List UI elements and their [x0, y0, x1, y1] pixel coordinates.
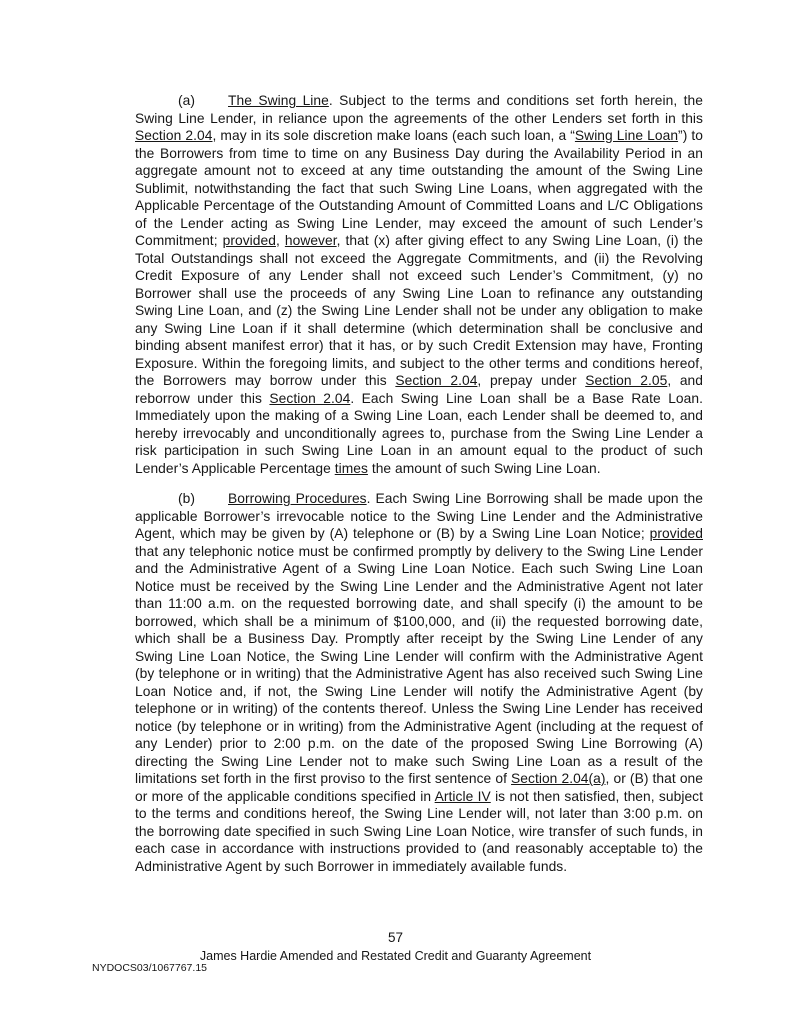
text-run: , may in its sole discretion make loans (each such loan, a “	[212, 128, 575, 143]
underlined-term: however	[284, 233, 337, 248]
paragraph-label: (a)	[178, 93, 196, 108]
page-number: 57	[387, 930, 404, 945]
document-body	[135, 92, 703, 875]
document-control-number: NYDOCS03/1067767.15	[92, 962, 207, 974]
underlined-term: Section 2.04(a)	[511, 771, 606, 786]
underlined-term: Section 2.04	[269, 390, 351, 406]
footer-document-title: James Hardie Amended and Restated Credit and Guaranty Agreement	[199, 949, 592, 963]
text-run: ,	[275, 233, 285, 248]
text-run: . Subject to the terms and conditions set forth herein, the Swing Line Lender, in reliance upon the agreements of the other Lenders set forth in this	[135, 93, 703, 126]
text-run: ”) to the Borrowers from time to time on any Business Day during the Availability Period in an aggregate amount not to exceed at any time outstanding the amount of the Swing Line Sublimit, notwithstanding the fact that such Swing Line Loans, when aggregated with the Applicable Percentage of the Outstanding Amount of Committed Loans and L/C Obligations of the Lender acting as Swing Line Lender, may exceed the amount of such Lender’s Commitment;	[135, 128, 703, 248]
text-run: the amount of such Swing Line Loan.	[367, 460, 601, 476]
underlined-term: The Swing Line	[228, 93, 329, 108]
underlined-term: provided	[222, 233, 276, 248]
paragraph	[135, 92, 703, 477]
text-run: . Each Swing Line Borrowing shall be made upon the applicable Borrower’s irrevocable notice to the Swing Line Lender and the Administrative Agent, which may be given by (A) telephone or (B) by a Swing Line Loan Notice;	[135, 491, 703, 541]
text-run: that any telephonic notice must be confirmed promptly by delivery to the Swing Line Lender and the Administrative Agent of a Swing Line Loan Notice. Each such Swing Line Loan Notice must be received by the Swing Line Lender and the Administrative Agent not later than 11:00 a.m. on the requested borrowing date, and shall specify (i) the amount to be borrowed, which shall be a minimum of $100,000, and (ii) the requested borrowing date, which shall be a Business Day. Promptly after receipt by the Swing Line Lender of any Swing Line Loan Notice, the Swing Line Lender will confirm with the Administrative Agent (by telephone or in writing) that the Administrative Agent has also received such Swing Line Loan Notice and, if not, the Swing Line Lender will notify the Administrative Agent (by telephone or in writing) of the contents thereof. Unless the Swing Line Lender has received notice (by telephone or in writing) from the Administrative Agent (including at the request of any Lender) prior to 2:00 p.m. on the date of the proposed Swing Line Borrowing (A) directing the Swing Line Lender not to make such Swing Line Loan as a result of the limitations set forth in the first proviso to the first sentence of	[135, 543, 703, 786]
underlined-term: Swing Line Loan	[574, 128, 679, 143]
paragraph	[135, 490, 703, 875]
underlined-term: Section 2.04	[135, 128, 213, 143]
text-run: , or (B) that one or more of the applicable conditions specified in	[135, 771, 704, 804]
text-run: . Each Swing Line Loan shall be a Base Rate Loan. Immediately upon the making of a Swing Line Loan, each Lender shall be deemed to, and hereby irrevocably and unconditionally agrees to, purchase from the Swing Line Lender a risk participation in such Swing Line Loan in an amount equal to the product of such Lender’s Applicable Percentage	[135, 390, 703, 476]
text-run: is not then satisfied, then, subject to the terms and conditions hereof, the Swing Line Lender will, not later than 3:00 p.m. on the borrowing date specified in such Swing Line Loan Notice, wire transfer of such funds, in each case in accordance with instructions provided to (and reasonably acceptable to) the Administrative Agent by such Borrower in immediately available funds.	[135, 788, 703, 874]
text-run: , prepay under	[477, 373, 586, 388]
underlined-term: provided	[649, 526, 703, 541]
text-run: , that (x) after giving effect to any Swing Line Loan, (i) the Total Outstandings shall not exceed the Aggregate Commitments, and (ii) the Revolving Credit Exposure of any Lender shall not exceed such Lender’s Commitment, (y) no Borrower shall use the proceeds of any Swing Line Loan to refinance any outstanding Swing Line Loan, and (z) the Swing Line Lender shall not be under any obligation to make any Swing Line Loan if it shall determine (which determination shall be conclusive and binding absent manifest error) that it has, or by such Credit Extension may have, Fronting Exposure. Within the foregoing limits, and subject to the other terms and conditions hereof, the Borrowers may borrow under this	[135, 233, 703, 388]
underlined-term: Article IV	[434, 788, 491, 804]
underlined-term: Section 2.04	[395, 373, 478, 388]
underlined-term: times	[334, 460, 368, 476]
underlined-term: Section 2.05	[585, 373, 668, 388]
text-run: , and reborrow under this	[135, 373, 704, 406]
underlined-term: Borrowing Procedures	[228, 491, 367, 506]
paragraph-label: (b)	[178, 491, 196, 506]
